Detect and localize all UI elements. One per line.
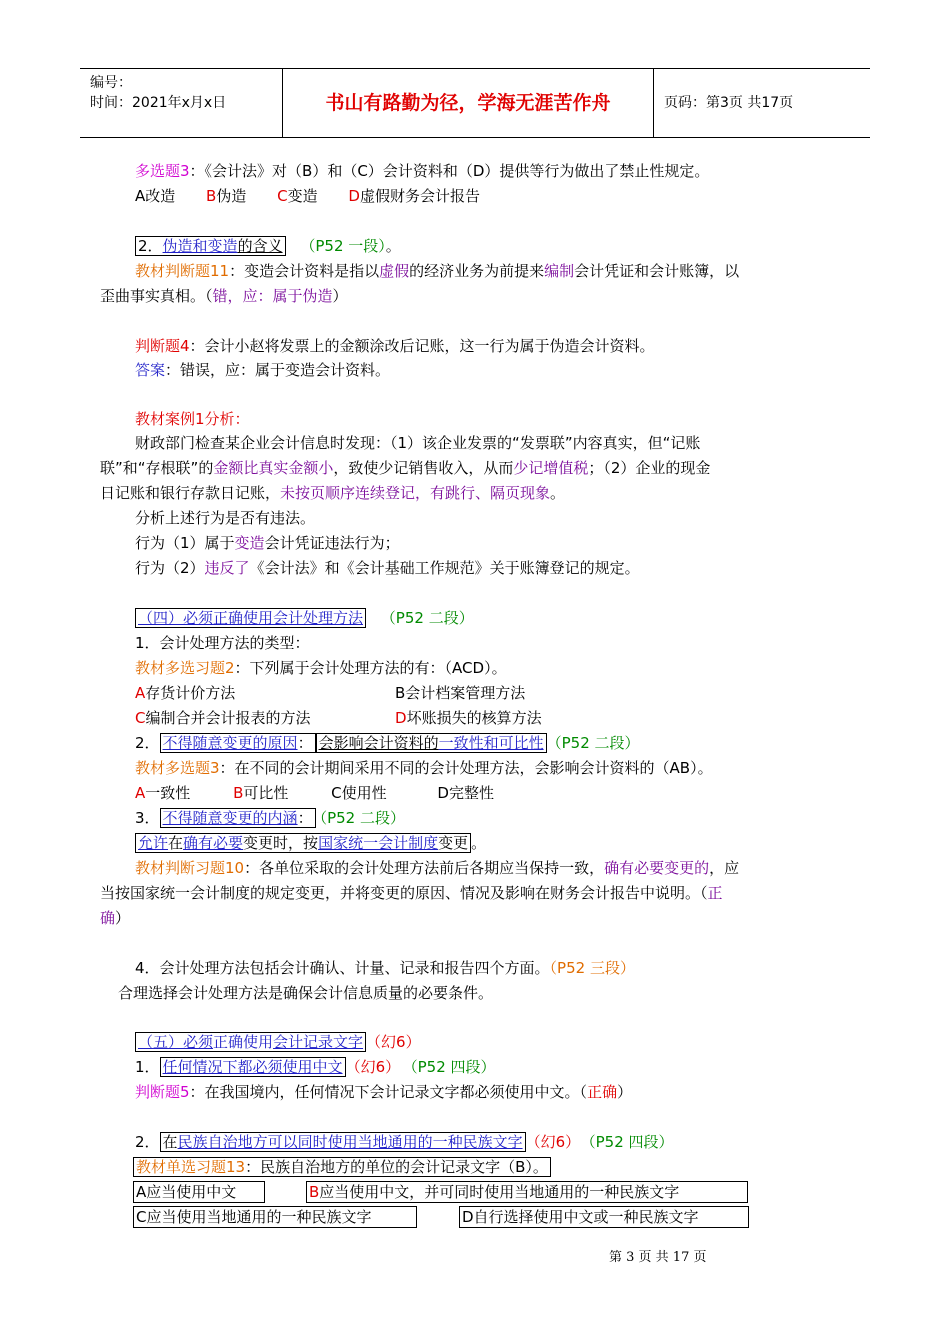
option-d: D虚假财务会计报告: [348, 187, 480, 205]
textbook-judgment-11-answer: 歪曲事实真相。（错，应：属于伪造）: [100, 287, 348, 305]
sc13-option-c: C应当使用当地通用的一种民族文字: [133, 1206, 417, 1228]
case-1-line-2: 联”和“存根联”的金额比真实金额小，致使少记销售收入，从而少记增值税；（2）企业的现金: [100, 459, 711, 477]
section-4-item-1: 1．会计处理方法的类型：: [135, 634, 310, 652]
case-1-line-3: 日记账和银行存款日记账，未按页顺序连续登记，有跳行、隔页现象。: [100, 484, 566, 502]
question-label: 教材判断题11: [135, 262, 230, 280]
textbook-judgment-10-line-3: 确）: [100, 909, 131, 927]
mc2-option-a: A存货计价方法: [135, 684, 236, 702]
section-5-heading: （五）必须正确使用会计记录文字 （幻6）: [135, 1031, 421, 1053]
case-1-line-4: 分析上述行为是否有违法。: [135, 509, 316, 527]
case-1-line-1: 财政部门检查某企业会计信息时发现：（1）该企业发票的“发票联”内容真实，但“记账: [135, 434, 701, 452]
mc2-option-d: D坏账损失的核算方法: [395, 709, 542, 727]
section-5-item-2: 2． 在民族自治地方可以同时使用当地通用的一种民族文字 （幻6） （P52 四段）: [135, 1133, 674, 1151]
case-1-title: 教材案例1分析：: [135, 410, 250, 428]
judgment-question-4-answer: 答案：错误，应：属于变造会计资料。: [135, 361, 391, 379]
section-4-item-3-detail: 允许在确有必要变更时，按国家统一会计制度变更 。: [135, 832, 486, 854]
judgment-question-5: 判断题5：在我国境内，任何情况下会计记录文字都必须使用中文。（正确）: [135, 1083, 633, 1101]
multi-choice-question-3: [135, 160, 709, 182]
item-forgery-definition: 2．伪造和变造的含义 （P52 一段）。: [135, 235, 401, 257]
textbook-multi-choice-2: 教材多选习题2：下列属于会计处理方法的有：（ACD）。: [135, 659, 507, 677]
option-c: C变造: [277, 187, 318, 205]
textbook-judgment-10-line-2: 当按国家统一会计制度的规定变更，并将变更的原因、情况及影响在财务会计报告中说明。（正: [100, 884, 723, 902]
section-4-item-2: 2． 不得随意变更的原因： 会影响会计资料的一致性和可比性 （P52 二段）: [135, 734, 640, 752]
page-indicator: 页码：第3页 共17页: [664, 95, 794, 111]
header-meta-cell: [80, 69, 283, 137]
sc13-option-b: B应当使用中文，并可同时使用当地通用的一种民族文字: [306, 1181, 748, 1203]
question-text: ：《会计法》对（B）和（C）会计资料和（D）提供等行为做出了禁止性规定。: [189, 162, 710, 180]
page-footer: 第 3 页 共 17 页: [609, 1250, 707, 1265]
question-3-options: [135, 185, 480, 207]
case-1-line-5: 行为（1）属于变造会计凭证违法行为；: [135, 534, 400, 552]
section-4-item-4: 4．会计处理方法包括会计确认、计量、记录和报告四个方面。（P52 三段）: [135, 959, 635, 977]
doc-date: 时间：2021年x月x日: [90, 95, 227, 111]
textbook-multi-choice-3: 教材多选题3：在不同的会计期间采用不同的会计处理方法，会影响会计资料的（AB）。: [135, 759, 713, 777]
page-header: [80, 68, 870, 138]
sc13-option-d: D自行选择使用中文或一种民族文字: [459, 1206, 749, 1228]
option-a: A改造: [135, 187, 176, 205]
option-b: B伪造: [206, 187, 247, 205]
textbook-judgment-10: 教材判断习题10：各单位采取的会计处理方法前后各期应当保持一致，确有必要变更的，应: [135, 859, 740, 877]
doc-number-label: 编号：: [90, 75, 132, 91]
judgment-question-4: 判断题4：会计小赵将发票上的金额涂改后记账，这一行为属于伪造会计资料。: [135, 337, 655, 355]
question-label: 判断题4: [135, 337, 190, 355]
section-4-item-4-note: 合理选择会计处理方法是确保会计信息质量的必要条件。: [118, 984, 494, 1002]
case-1-line-6: 行为（2）违反了《会计法》和《会计基础工作规范》关于账簿登记的规定。: [135, 559, 640, 577]
mc2-option-b: B会计档案管理方法: [395, 684, 526, 702]
question-label: 多选题3: [135, 162, 190, 180]
mc3-options: A一致性 B可比性 C使用性 D完整性: [135, 784, 494, 802]
page-reference: （P52 二段）: [380, 609, 474, 627]
page-reference: （P52 一段）: [300, 237, 386, 255]
boxed-heading: 2．伪造和变造的含义: [135, 236, 286, 256]
section-4-item-3: 3． 不得随意变更的内涵： （P52 二段）: [135, 809, 405, 827]
header-motto-cell: [283, 69, 654, 137]
textbook-judgment-11: 教材判断题11：变造会计资料是指以虚假的经济业务为前提来编制会计凭证和会计账簿，以: [135, 262, 740, 280]
header-page-cell: [654, 69, 870, 137]
section-5-item-1: 1． 任何情况下都必须使用中文 （幻6） （P52 四段）: [135, 1058, 496, 1076]
section-title: （四）必须正确使用会计处理方法: [135, 608, 366, 628]
textbook-single-choice-13: 教材单选习题13：民族自治地方的单位的会计记录文字（B）。: [133, 1156, 551, 1178]
motto: 书山有路勤为径，学海无涯苦作舟: [325, 92, 611, 114]
section-4-heading: [135, 607, 474, 629]
sc13-option-a: A应当使用中文: [133, 1181, 265, 1203]
mc2-option-c: C编制合并会计报表的方法: [135, 709, 311, 727]
